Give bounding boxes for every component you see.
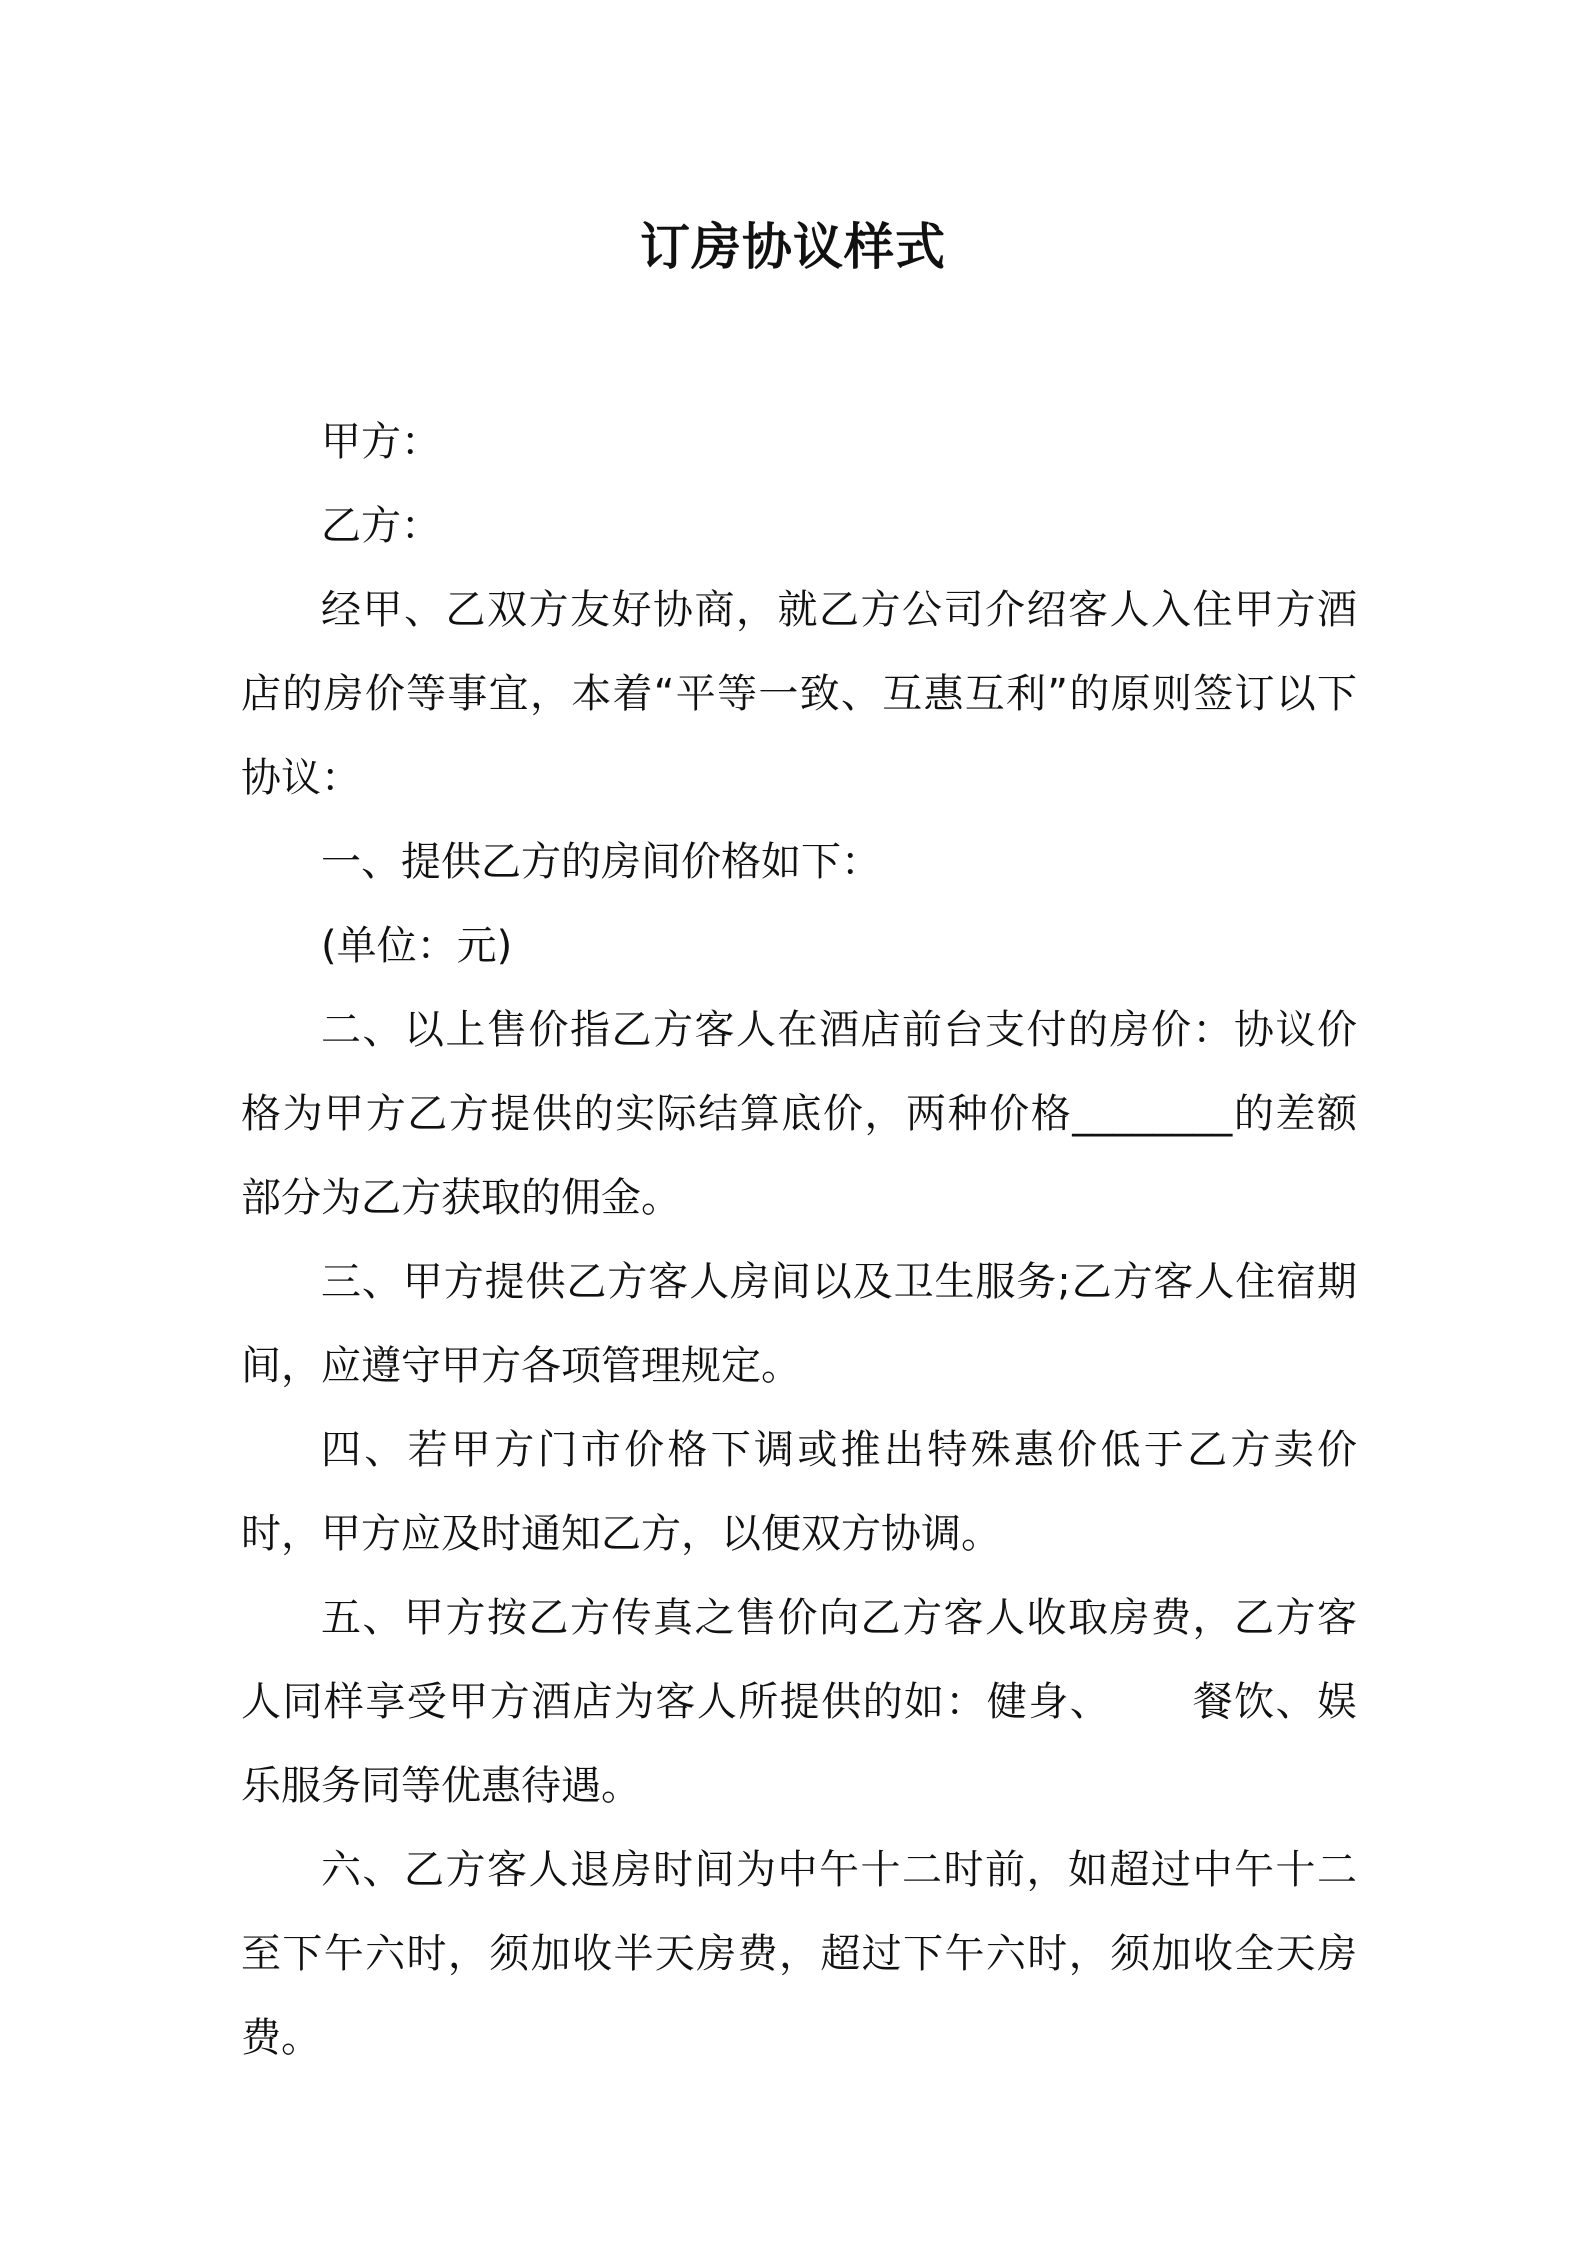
clause-5	[241, 1576, 1357, 1828]
party-a-line: 甲方：	[321, 419, 441, 465]
unit-note: (单位：元)	[321, 923, 513, 969]
document-body	[241, 400, 1357, 2080]
clause-6: 六、乙方客人退房时间为中午十二时前，如超过中午十二至下午六时，须加收半天房费，超过下午六时，须加收全天房费。	[241, 1847, 1357, 2061]
clause-5-part-1: 五、甲方按乙方传真之售价向乙方客人收取房费，乙方客人同样享受甲方酒店为客人所提供的如：健身、	[241, 1595, 1357, 1725]
party-b-line: 乙方：	[321, 503, 441, 549]
clause-1: 一、提供乙方的房间价格如下：	[321, 839, 881, 885]
document-title: 订房协议样式	[640, 218, 946, 276]
clause-3: 三、甲方提供乙方客人房间以及卫生服务;乙方客人住宿期间，应遵守甲方各项管理规定。	[241, 1259, 1357, 1389]
intro-paragraph: 经甲、乙双方友好协商，就乙方公司介绍客人入住甲方酒店的房价等事宜，本着“平等一致、互惠互利”的原则签订以下协议：	[241, 587, 1357, 801]
clause-5-part-2: 餐饮、娱乐服务同等优惠待遇。	[241, 1679, 1358, 1809]
clause-2: 二、以上售价指乙方客人在酒店前台支付的房价：协议价格为甲方乙方提供的实际结算底价，两种价格________的差额部分为乙方获取的佣金。	[241, 1007, 1357, 1221]
clause-4: 四、若甲方门市价格下调或推出特殊惠价低于乙方卖价时，甲方应及时通知乙方，以便双方协调。	[241, 1427, 1357, 1557]
